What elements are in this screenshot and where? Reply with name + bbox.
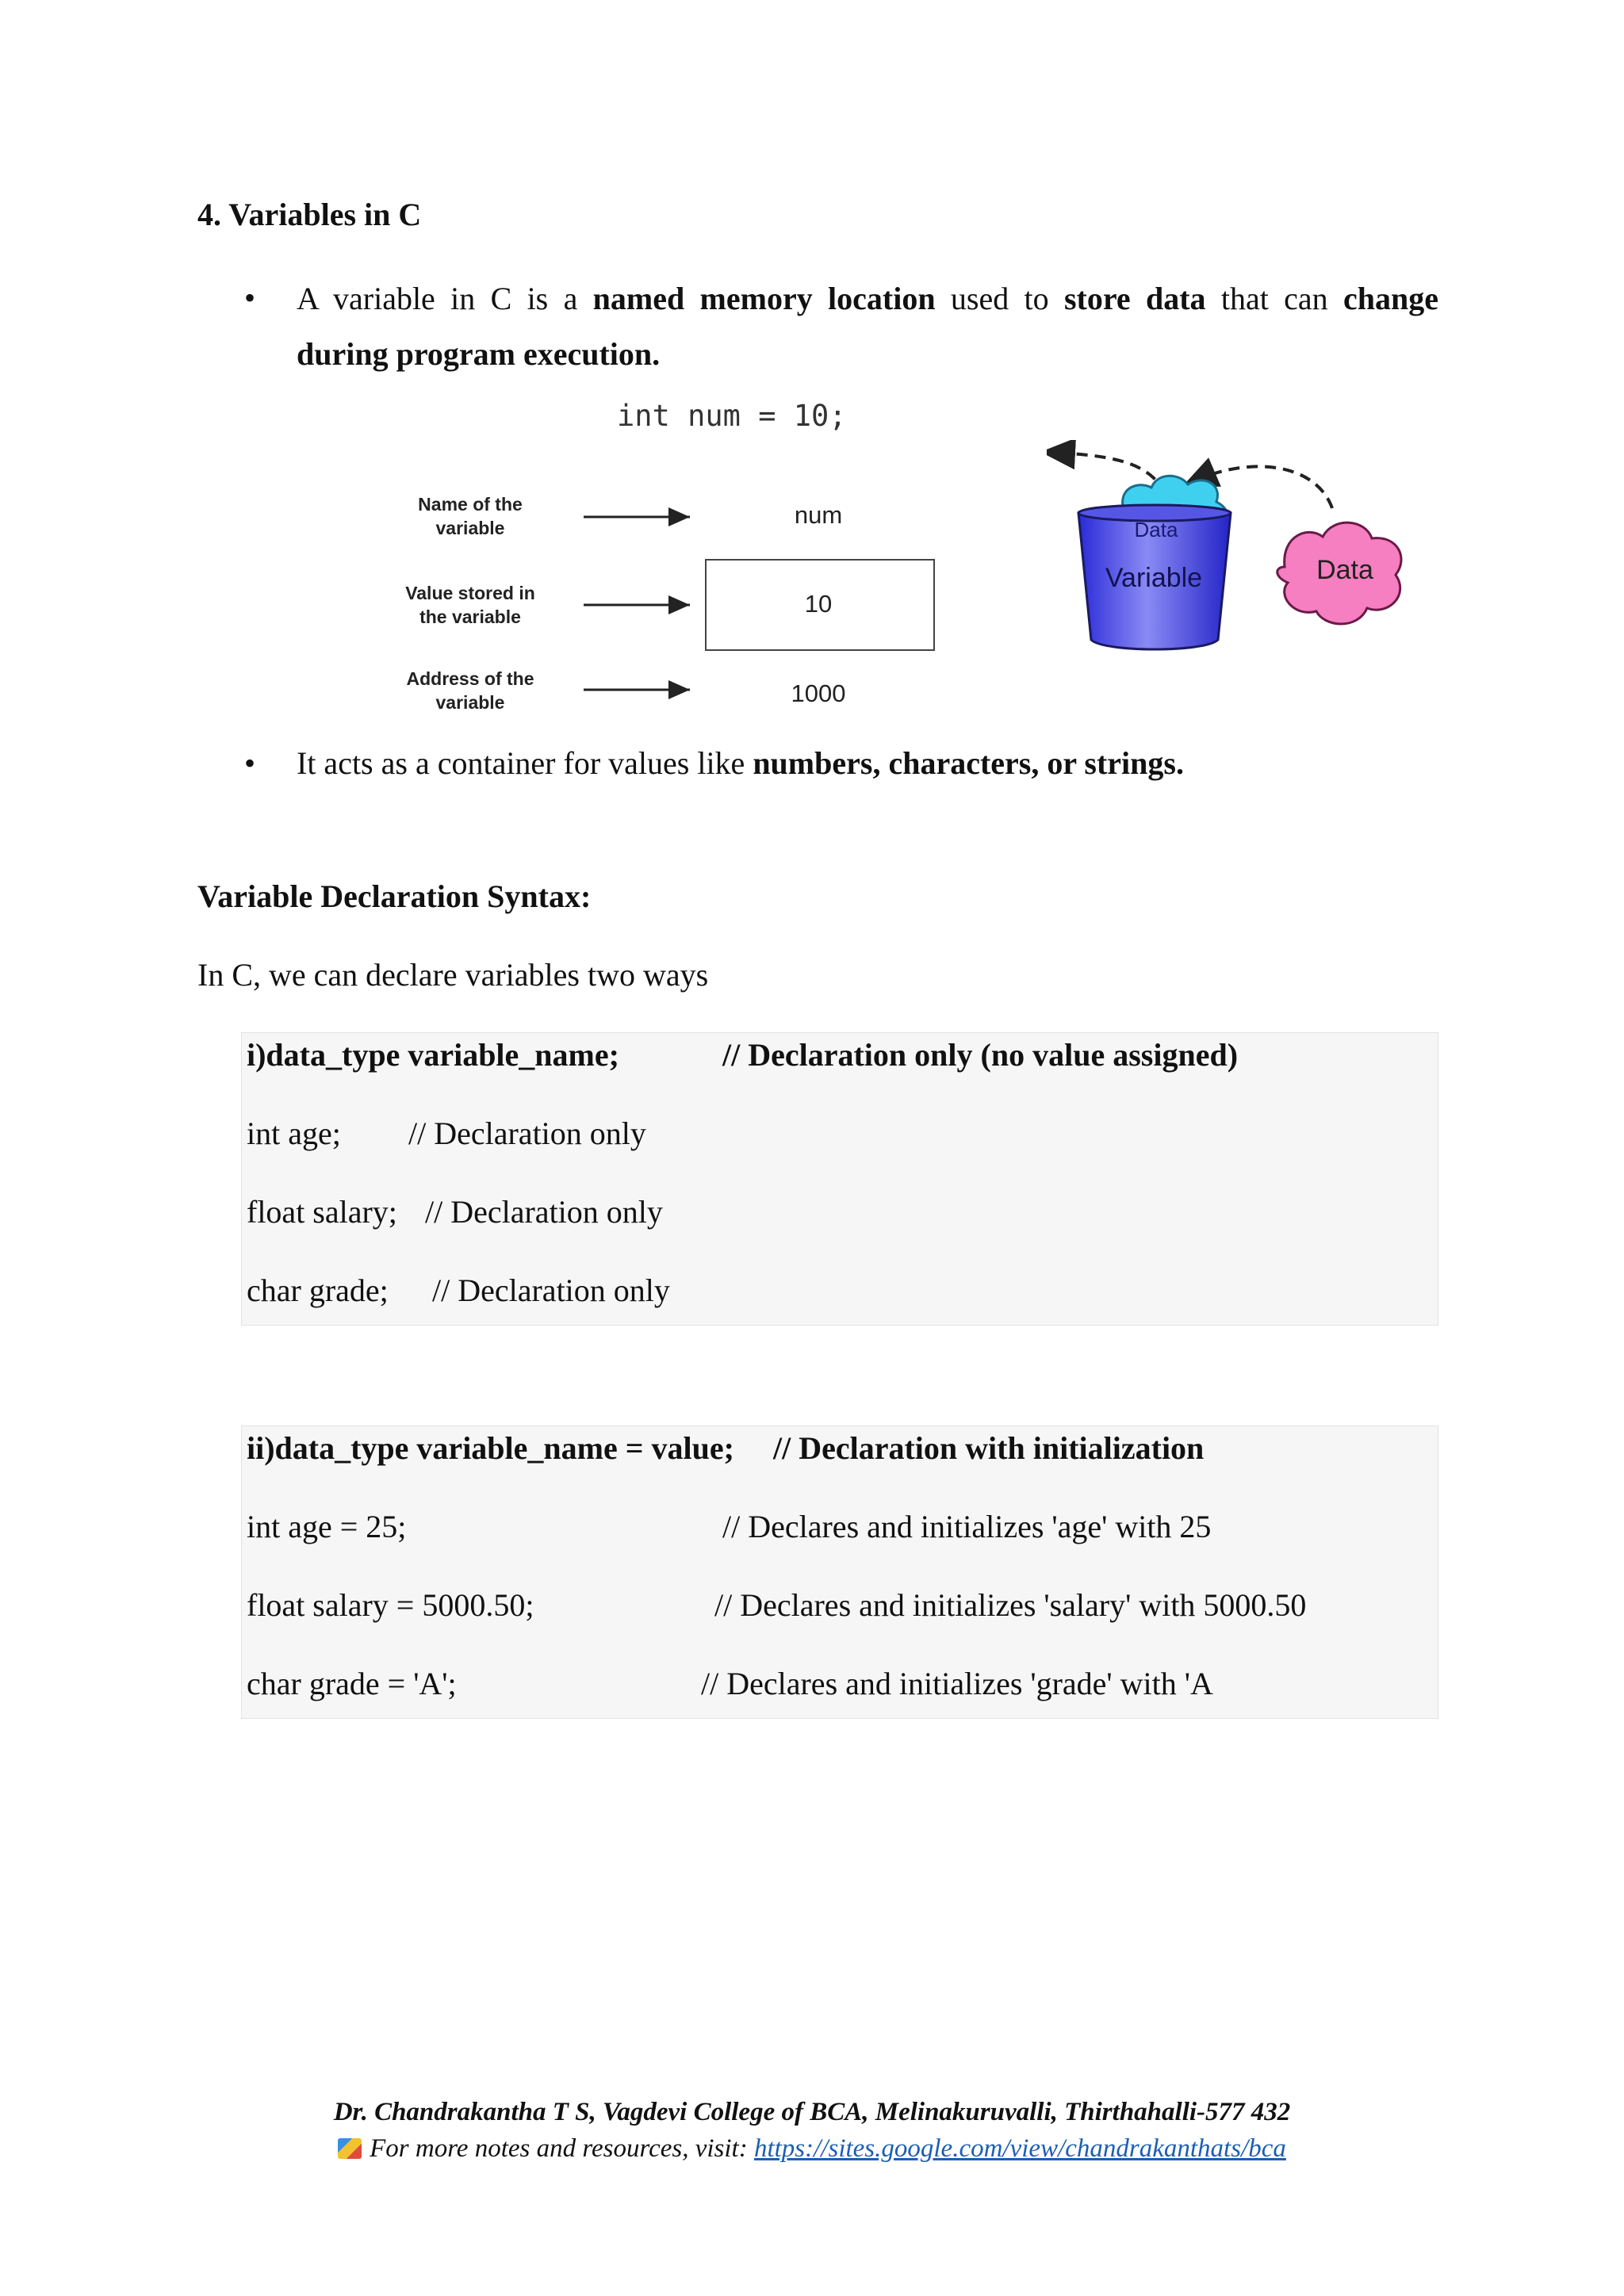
code-comment: // Declares and initializes 'grade' with 'A: [701, 1666, 1213, 1701]
box1-title-comment: // Declaration only (no value assigned): [722, 1037, 1239, 1073]
books-icon: [338, 2138, 362, 2159]
bullet-dot: •: [244, 745, 256, 781]
label-line: variable: [435, 518, 505, 538]
code-line: float salary;: [247, 1194, 397, 1230]
bullet1-line1: [297, 271, 1438, 327]
bullet-dot: •: [244, 280, 256, 316]
resources-link[interactable]: https://sites.google.com/view/chandrakanthats/bca: [753, 2134, 1286, 2163]
code-line: char grade;: [247, 1272, 389, 1308]
figure-arrows: [579, 499, 698, 706]
intro-text: In C, we can declare variables two ways: [197, 957, 709, 993]
bold-term: change: [1343, 281, 1438, 316]
label-line: Value stored in: [405, 583, 535, 603]
text: A variable in C is a: [297, 281, 593, 316]
label-line: variable: [435, 692, 505, 713]
bullet1-line2: [297, 327, 660, 382]
code-comment: // Declares and initializes 'age' with 25: [722, 1509, 1212, 1544]
bullet2-text: [297, 736, 1184, 791]
label-name: [383, 492, 557, 540]
bucket-illustration: [1047, 440, 1419, 662]
address-value: 1000: [791, 679, 846, 707]
footer-links: [0, 2134, 1624, 2164]
name-value: num: [794, 501, 843, 529]
code-line: int age;: [247, 1115, 341, 1151]
label-line: the variable: [419, 607, 521, 627]
code-line: int age = 25;: [247, 1509, 407, 1544]
bucket-label: Variable: [1105, 563, 1203, 593]
bold-term: numbers, characters, or strings.: [753, 745, 1184, 781]
code-comment: // Declaration only: [425, 1194, 663, 1230]
box2-title-comment: // Declaration with initialization: [773, 1430, 1205, 1466]
code-box-declaration: [241, 1032, 1438, 1326]
box1-title: i)data_type variable_name;: [247, 1037, 619, 1073]
syntax-heading: Variable Declaration Syntax:: [197, 878, 592, 914]
code-comment: // Declaration only: [408, 1115, 646, 1151]
stored-value: 10: [804, 590, 833, 618]
section-heading: 4. Variables in C: [197, 197, 422, 232]
footer-author: Dr. Chandrakantha T S, Vagdevi College of BCA, Melinakuruvalli, Thirthahalli-577 432: [333, 2098, 1291, 2126]
text: used to: [935, 281, 1064, 316]
label-line: Name of the: [418, 494, 523, 515]
code-line: char grade = 'A';: [247, 1666, 457, 1701]
footer-prefix: For more notes and resources, visit:: [370, 2134, 754, 2163]
text: that can: [1205, 281, 1343, 316]
bold-term: during program execution.: [297, 336, 661, 372]
bold-term: named memory location: [592, 281, 936, 316]
code-box-initialization: [241, 1425, 1438, 1719]
bucket-data-label: Data: [1134, 518, 1178, 537]
code-line: float salary = 5000.50;: [247, 1587, 534, 1623]
code-comment: // Declaration only: [432, 1272, 670, 1308]
label-value: [383, 581, 557, 629]
label-address: [383, 667, 557, 714]
blob-label: Data: [1316, 555, 1373, 585]
figure-code: int num = 10;: [617, 399, 847, 433]
box2-title: ii)data_type variable_name = value;: [247, 1430, 734, 1466]
text: It acts as a container for values like: [297, 745, 753, 781]
bold-term: store data: [1063, 281, 1206, 316]
label-line: Address of the: [406, 668, 534, 689]
code-comment: // Declares and initializes 'salary' with 5000.50: [714, 1587, 1307, 1623]
